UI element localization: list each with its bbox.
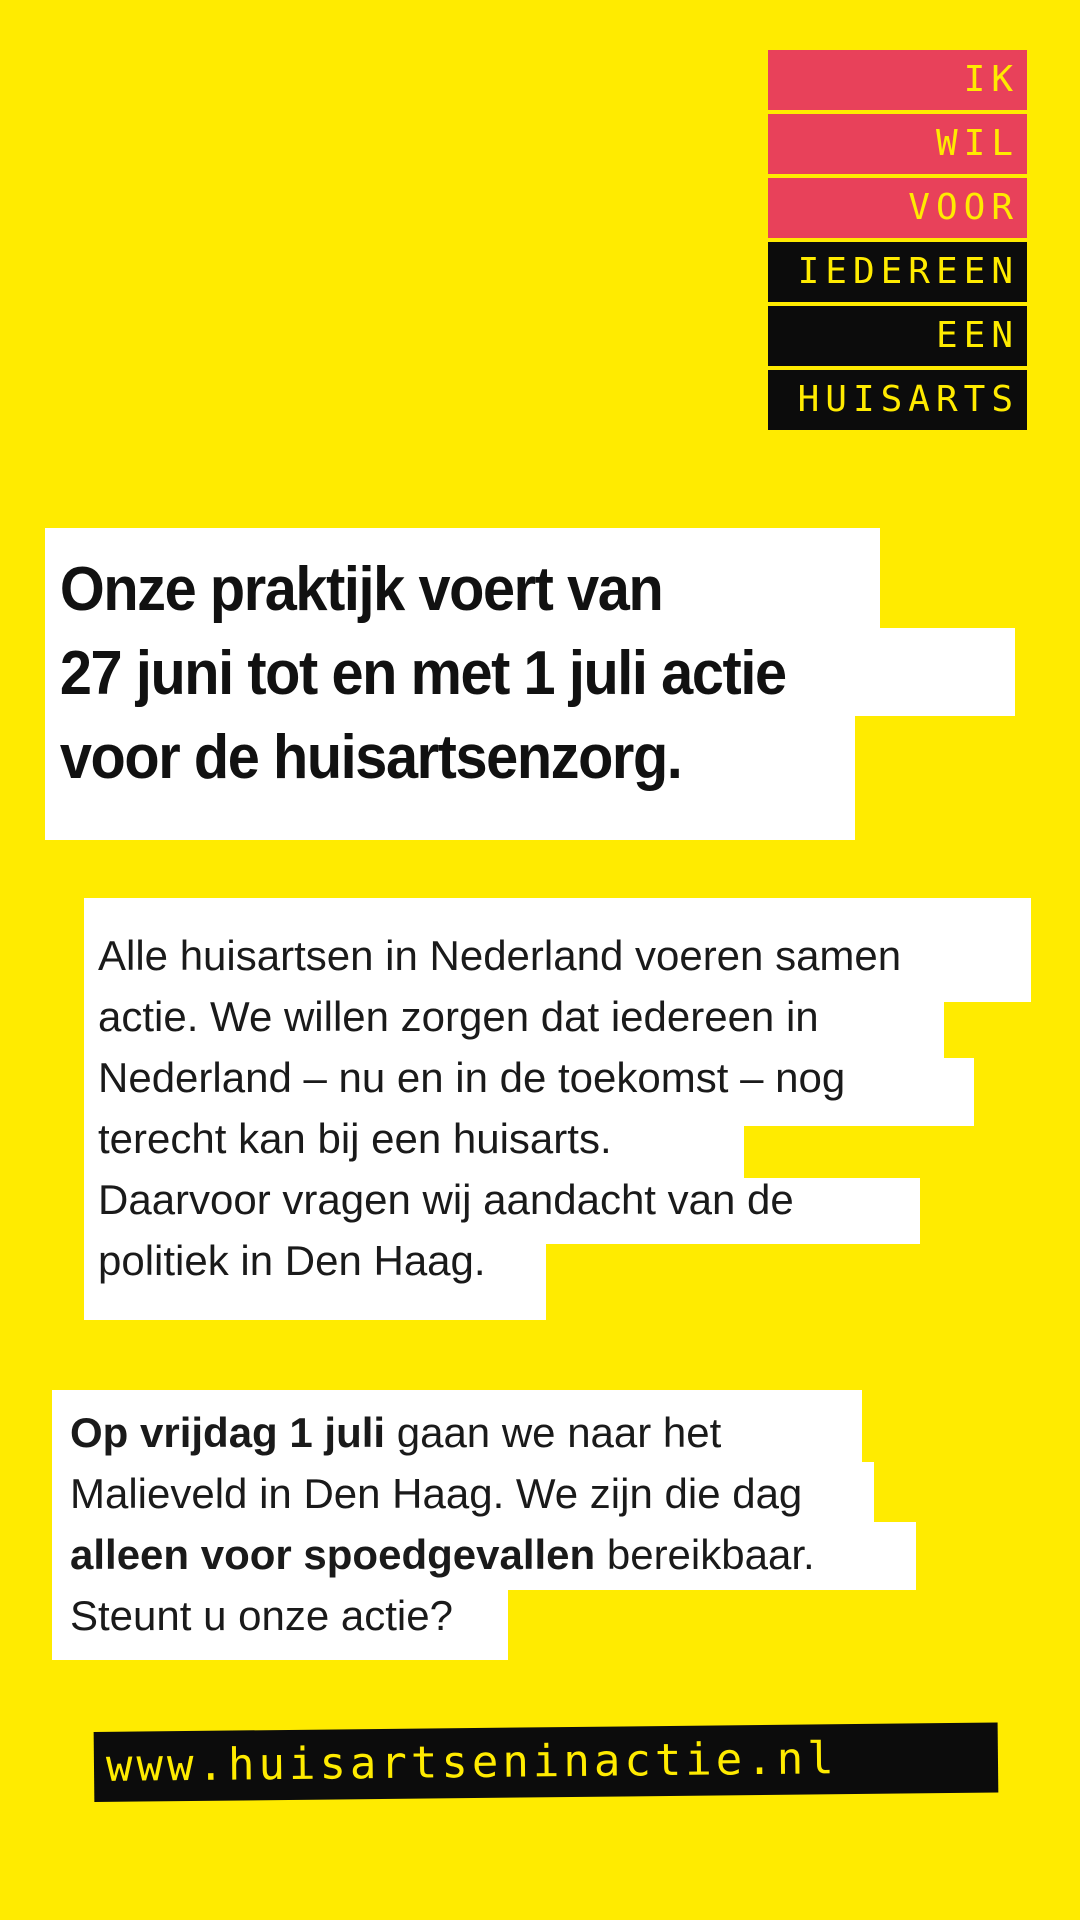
headline-line-1: Onze praktijk voert van [59,555,663,624]
logo-row-voor: VOOR [768,178,1027,238]
campaign-logo [768,50,1027,434]
paragraph-intro-line-2: actie. We willen zorgen dat iedereen in [98,993,819,1040]
paragraph-intro-line-1: Alle huisartsen in Nederland voeren samen [98,932,902,979]
paragraph-action [56,1402,815,1646]
headline-line-2: 27 juni tot en met 1 juli actie [59,639,786,708]
paragraph-intro-line-6: politiek in Den Haag. [98,1237,486,1284]
headline-line-3: voor de huisartsenzorg. [59,723,682,792]
headline [45,528,1005,800]
paragraph-intro-line-3: Nederland – nu en in de toekomst – nog [98,1054,846,1101]
paragraph-action-line-1-rest: gaan we naar het [385,1409,722,1456]
logo-row-huisarts: HUISARTS [768,370,1027,430]
logo-row-een: EEN [768,306,1027,366]
logo-row-iedereen: IEDEREEN [768,242,1027,302]
paragraph-intro-line-4: terecht kan bij een huisarts. [98,1115,612,1162]
paragraph-intro [84,925,901,1291]
paragraph-action-line-3 [70,1524,815,1585]
logo-row-ik: IK [768,50,1027,110]
paragraph-action-emergency: alleen voor spoedgevallen [70,1531,596,1578]
paragraph-action-line-3-rest: bereikbaar. [595,1531,815,1578]
paragraph-action-line-4: Steunt u onze actie? [70,1592,453,1639]
logo-row-wil: WIL [768,114,1027,174]
paragraph-action-line-2: Malieveld in Den Haag. We zijn die dag [70,1470,803,1517]
website-url[interactable]: www.huisartseninactie.nl [94,1723,999,1802]
paragraph-intro-line-5: Daarvoor vragen wij aandacht van de [98,1176,794,1223]
paragraph-action-date: Op vrijdag 1 juli [70,1409,386,1456]
paragraph-action-line-1 [70,1402,815,1463]
